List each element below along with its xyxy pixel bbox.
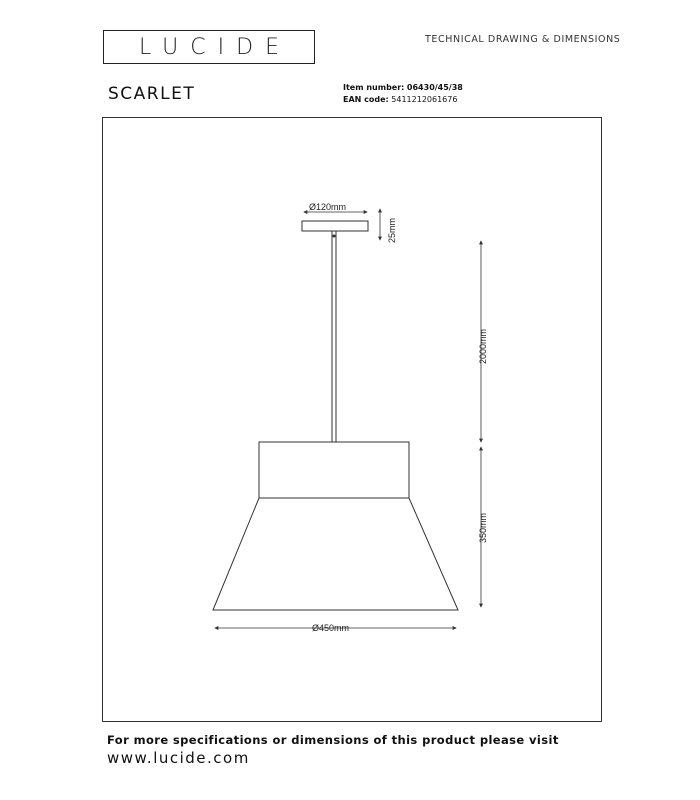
product-name: SCARLET <box>108 84 196 104</box>
dim-shade-height-label: 350mm <box>478 512 488 543</box>
ean-code-label: EAN code: <box>343 95 389 104</box>
document-type-label: TECHNICAL DRAWING & DIMENSIONS <box>425 34 621 45</box>
canopy-shape <box>302 221 368 231</box>
dim-canopy-height-label: 25mm <box>387 217 397 243</box>
ean-code-value: 5411212061676 <box>391 95 458 104</box>
website-link[interactable]: www.lucide.com <box>107 749 250 767</box>
shade-cone <box>213 498 458 610</box>
brand-logo-text: LUCIDE <box>139 35 291 60</box>
item-number-label: Item number: <box>343 83 405 92</box>
dim-canopy-diameter-label: Ø120mm <box>309 202 347 212</box>
dim-cable-length-label: 2000mm <box>478 328 488 364</box>
shade-upper-band <box>259 442 409 498</box>
footer-info-text: For more specifications or dimensions of this product please visit <box>107 733 559 747</box>
item-number-value: 06430/45/38 <box>406 83 463 92</box>
dim-shade-diameter-label: Ø450mm <box>312 623 350 633</box>
canopy-screw <box>333 235 336 238</box>
